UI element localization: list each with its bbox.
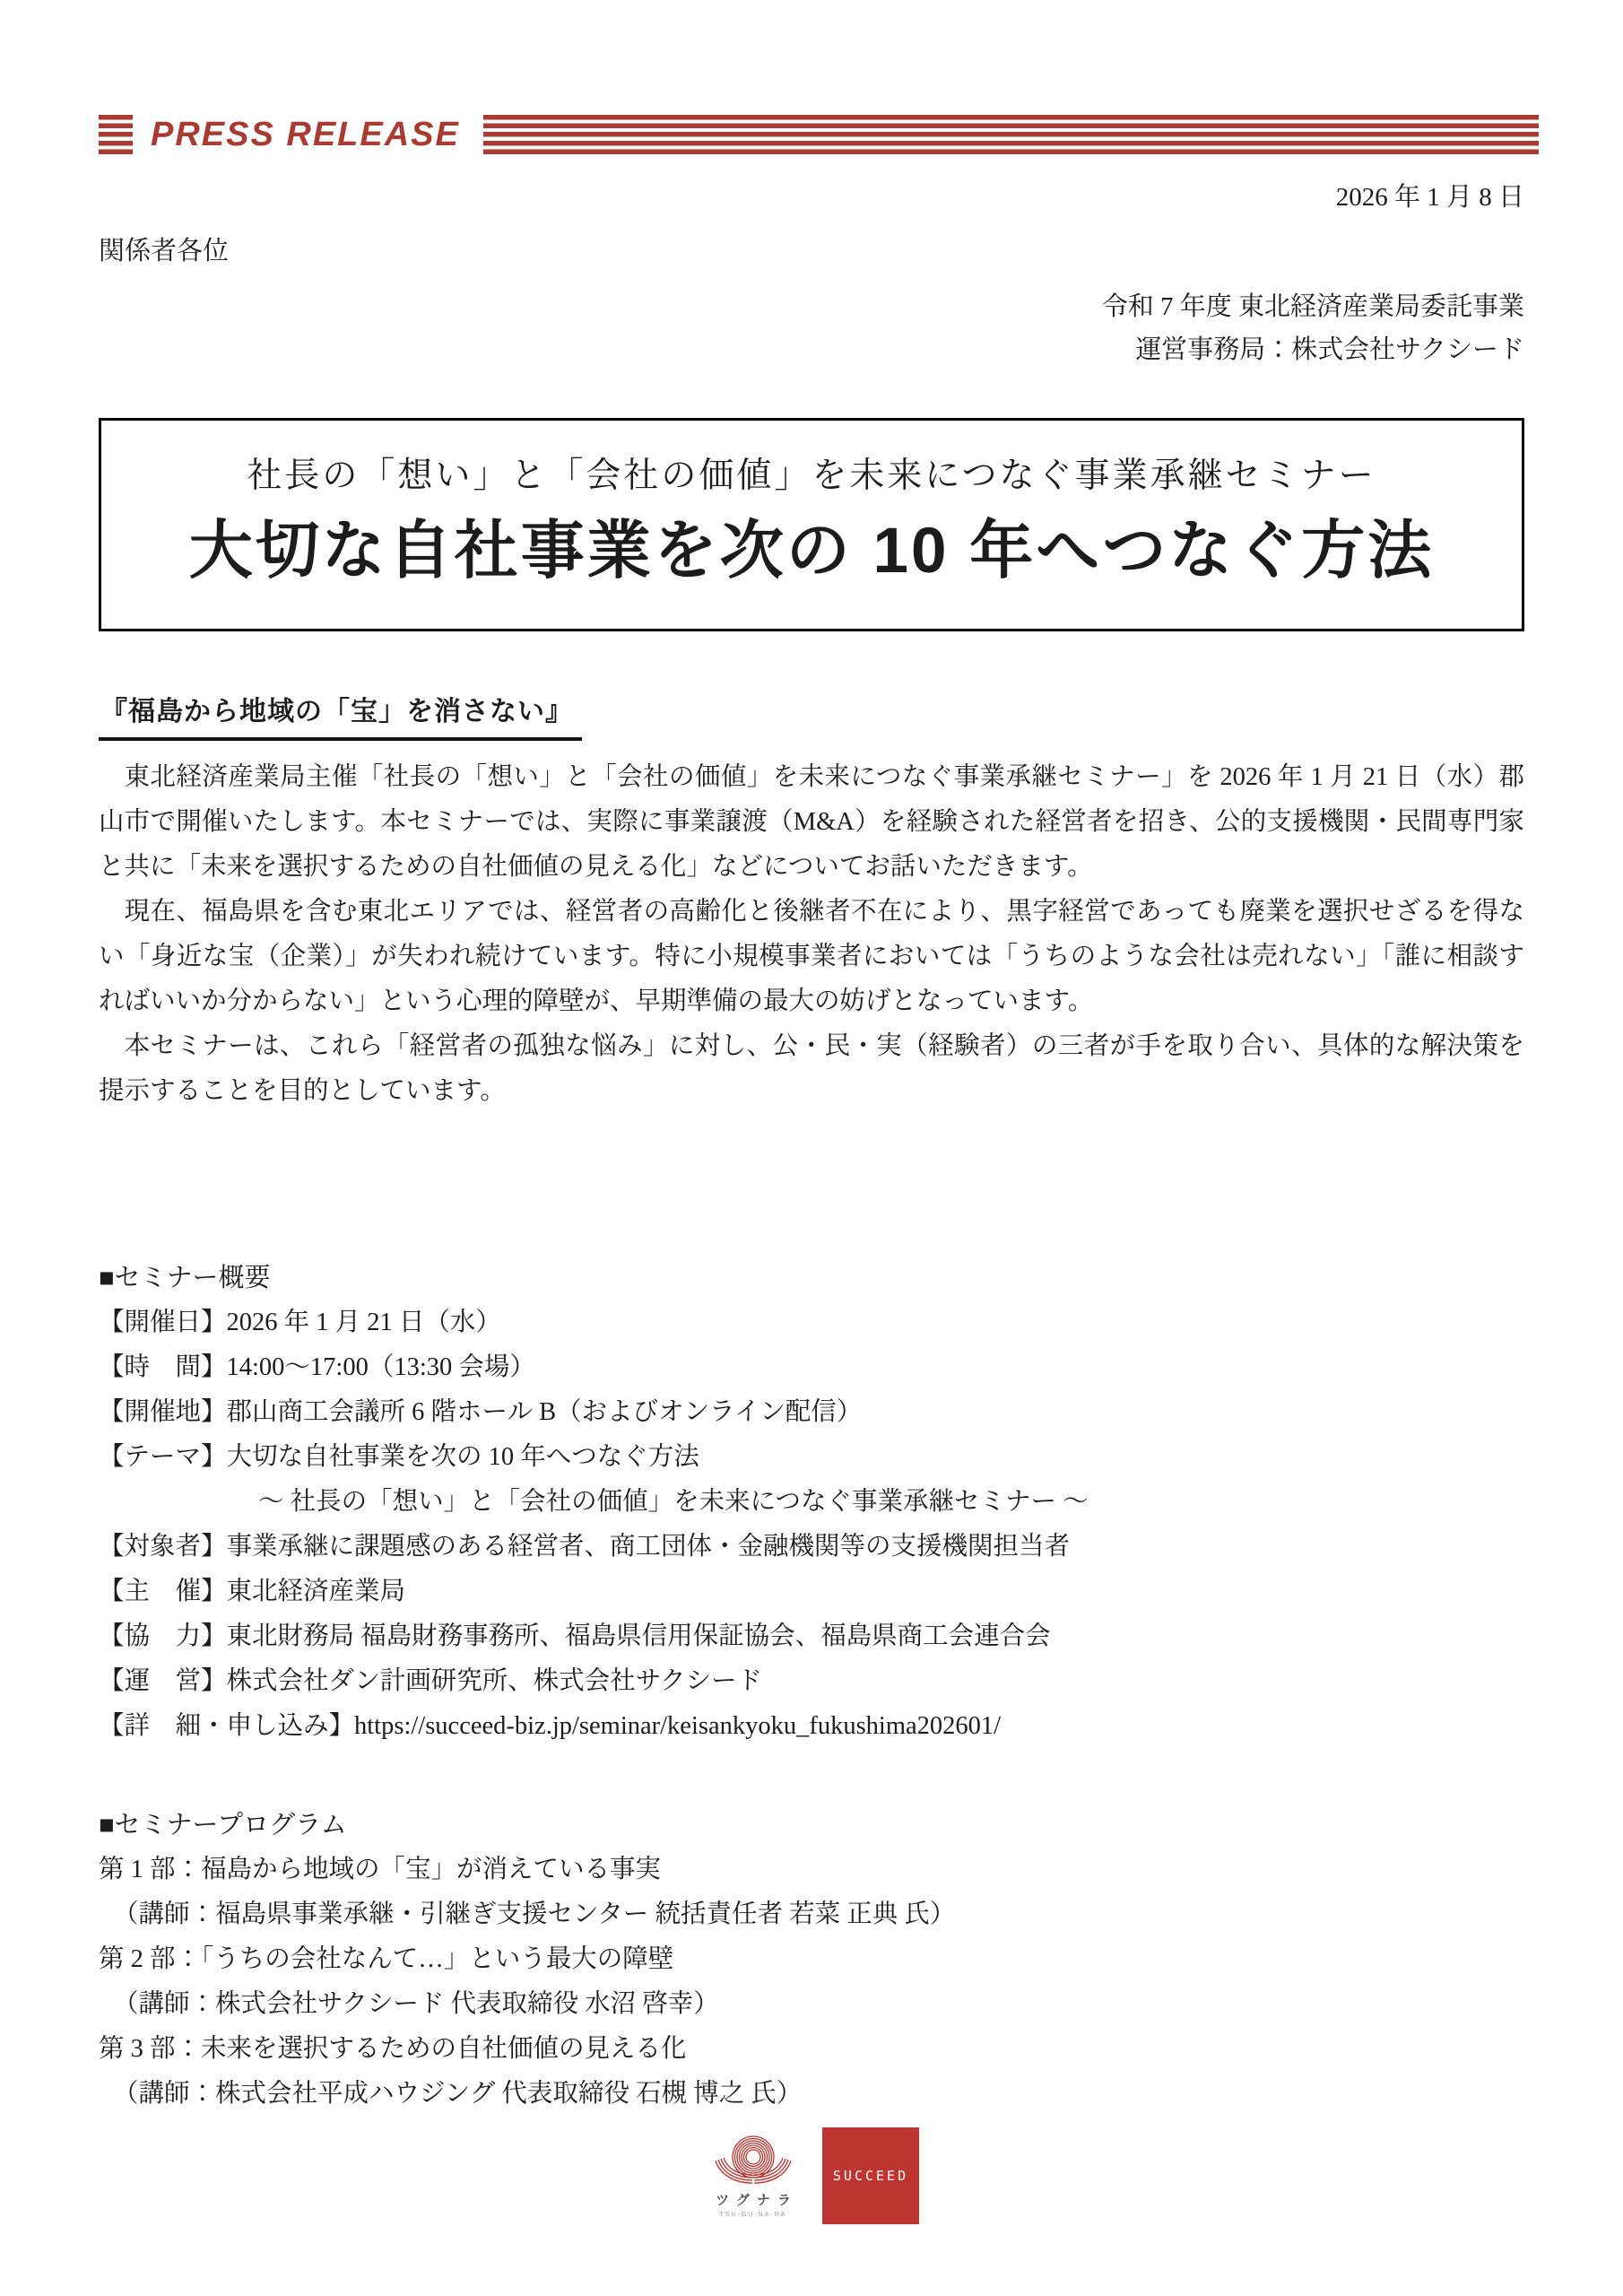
- overview-value: 株式会社ダン計画研究所、株式会社サクシード: [226, 1667, 763, 1695]
- lead-paragraph-1: 東北経済産業局主催「社長の「想い」と「会社の価値」を未来につなぐ事業承継セミナー」を 2026 年 1 月 21 日（水）郡山市で開催いたします。本セミナーでは、実際に事業譲渡（M&A）を経験された経営者を招き、公的支援機関・民間専門家と共に「未来を選択するための自社価値の見える化」などについてお話いただきます。: [99, 763, 1524, 881]
- seminar-title-box: [99, 418, 1524, 631]
- overview-row-time: [99, 1345, 1524, 1390]
- document-date: 2026 年 1 月 8 日: [1335, 183, 1524, 212]
- overview-theme-subline: ～ 社長の「想い」と「会社の価値」を未来につなぐ事業承継セミナー ～: [258, 1488, 1089, 1516]
- overview-label: 【運 営】: [99, 1667, 227, 1695]
- overview-value: 東北経済産業局: [226, 1578, 406, 1605]
- tsugunara-name: ツグナラ: [716, 2193, 798, 2208]
- overview-row-operation: [99, 1659, 1524, 1704]
- overview-label: 【協 力】: [99, 1622, 227, 1650]
- overview-value: 郡山商工会議所 6 階ホール B（およびオンライン配信）: [226, 1398, 863, 1426]
- footer-logos: [0, 2127, 1623, 2224]
- overview-row-venue: [99, 1390, 1524, 1435]
- overview-value: 14:00～17:00（13:30 会場）: [226, 1353, 535, 1381]
- program-heading: ■セミナープログラム: [99, 1811, 347, 1839]
- fiscal-program-line: 令和 7 年度 東北経済産業局委託事業: [1101, 292, 1524, 321]
- program-lecturer-2: （講師：株式会社サクシード 代表取締役 水沼 啓幸）: [113, 1990, 719, 2018]
- overview-row-cooperation: [99, 1614, 1524, 1659]
- overview-label: 【開催地】: [99, 1398, 227, 1426]
- overview-label: 【開催日】: [99, 1309, 227, 1336]
- overview-row-theme: [99, 1435, 1524, 1480]
- issuer-block: [99, 285, 1524, 371]
- overview-label: 【時 間】: [99, 1353, 227, 1381]
- tsugunara-logo: [704, 2134, 803, 2218]
- program-lecturer-3: （講師：株式会社平成ハウジング 代表取締役 石槻 博之 氏）: [113, 2080, 803, 2108]
- overview-value: 大切な自社事業を次の 10 年へつなぐ方法: [226, 1443, 699, 1471]
- overview-row-date: [99, 1300, 1524, 1345]
- lead-paragraph-2: 現在、福島県を含む東北エリアでは、経営者の高齢化と後継者不在により、黒字経営であっても廃業を選択せざるを得ない「身近な宝（企業）」が失われ続けています。特に小規模事業者においては「うちのような会社は売れない」「誰に相談すればいいか分からない」という心理的障壁が、早期準備の最大の妨げとなっています。: [99, 898, 1524, 1015]
- overview-label: 【主 催】: [99, 1578, 227, 1605]
- program-part-2: 第 2 部：「うちの会社なんて…」という最大の障壁: [99, 1945, 674, 1973]
- lead-section: [99, 694, 1524, 1256]
- office-line: 運営事務局：株式会社サクシード: [1135, 335, 1524, 364]
- overview-label: 【詳 細・申し込み】: [99, 1712, 355, 1740]
- lead-paragraph-3: 本セミナーは、これら「経営者の孤独な悩み」に対し、公・民・実（経験者）の三者が手を取り合い、具体的な解決策を提示することを目的としています。: [99, 1032, 1524, 1105]
- overview-row-apply: [99, 1704, 1524, 1749]
- header-stripes-right-icon: [483, 115, 1539, 154]
- press-release-header: [99, 115, 1524, 154]
- succeed-wordmark: SUCCEED: [832, 2168, 909, 2184]
- lead-heading: 『福島から地域の「宝」を消さない』: [99, 694, 582, 741]
- press-release-wordmark: PRESS RELEASE: [151, 116, 460, 153]
- seminar-subtitle: 社長の「想い」と「会社の価値」を未来につなぐ事業承継セミナー: [247, 457, 1376, 495]
- tsugunara-mark-icon: [712, 2134, 794, 2187]
- overview-label: 【テーマ】: [99, 1443, 227, 1471]
- program-part-1: 第 1 部：福島から地域の「宝」が消えている事実: [99, 1856, 662, 1883]
- overview-row-audience: [99, 1525, 1524, 1570]
- seminar-title: 大切な自社事業を次の 10 年へつなぐ方法: [188, 516, 1435, 587]
- tsugunara-romaji: TSU-GU-NA-RA: [719, 2212, 787, 2218]
- apply-url-link[interactable]: https://succeed-biz.jp/seminar/keisankyoku_fukushima202601/: [354, 1712, 1002, 1740]
- program-section: [99, 1803, 1524, 2117]
- overview-section: [99, 1256, 1524, 1749]
- program-part-3: 第 3 部：未来を選択するための自社価値の見える化: [99, 2035, 687, 2063]
- overview-label: 【対象者】: [99, 1533, 227, 1561]
- overview-heading: ■セミナー概要: [99, 1264, 271, 1292]
- overview-row-host: [99, 1570, 1524, 1614]
- program-lecturer-1: （講師：福島県事業承継・引継ぎ支援センター 統括責任者 若菜 正典 氏）: [113, 1900, 956, 1928]
- addressee: 関係者各位: [99, 237, 230, 265]
- overview-value: 東北財務局 福島財務事務所、福島県信用保証協会、福島県商工会連合会: [226, 1622, 1051, 1650]
- header-stripes-left-icon: [99, 115, 133, 154]
- overview-value: 事業承継に課題感のある経営者、商工団体・金融機関等の支援機関担当者: [226, 1533, 1071, 1561]
- succeed-logo: [822, 2127, 919, 2224]
- overview-value: 2026 年 1 月 21 日（水）: [226, 1309, 501, 1336]
